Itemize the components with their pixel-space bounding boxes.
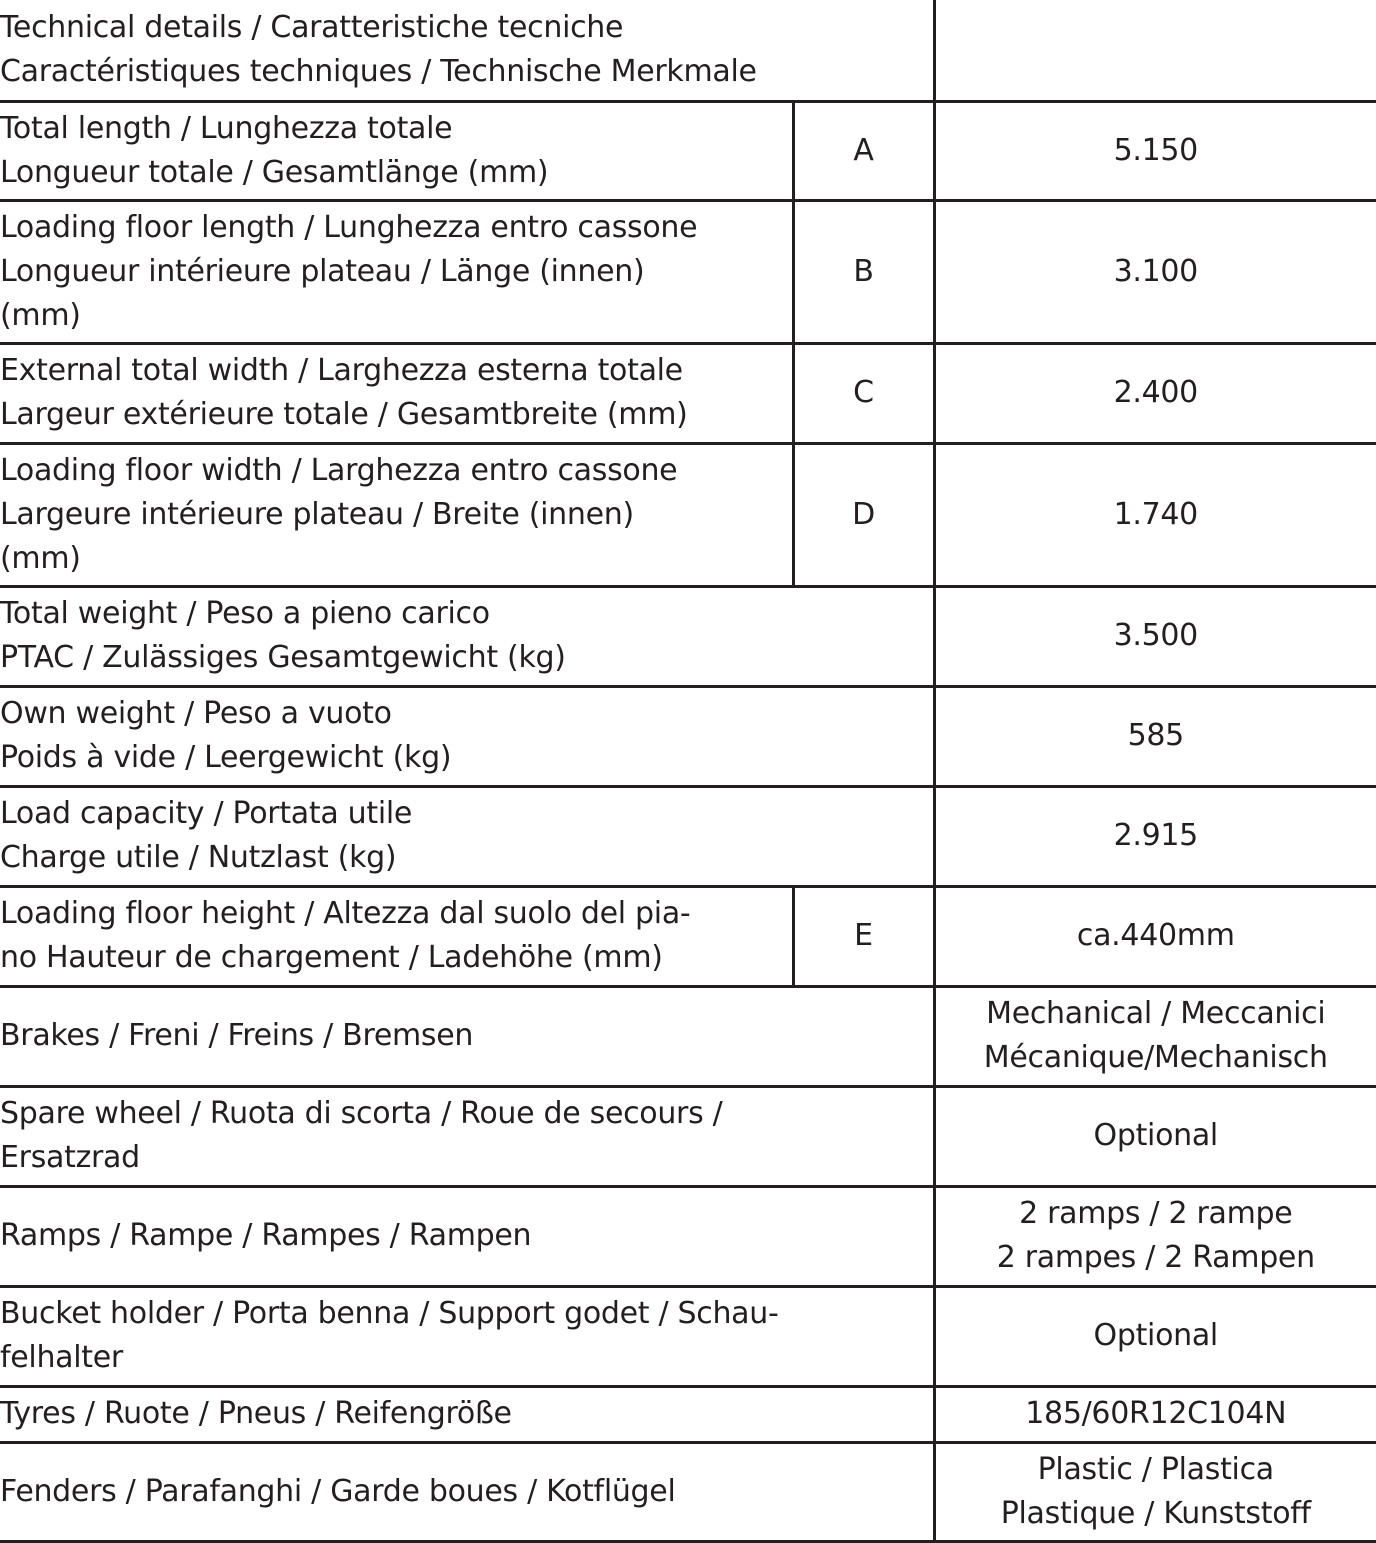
spec-label (0, 1286, 934, 1386)
spec-label-line: Loading floor length / Lunghezza entro cassone (0, 209, 698, 245)
spec-label (0, 343, 793, 443)
spec-label-line: Largeure intérieure plateau / Breite (innen) (0, 496, 634, 532)
spec-label-line: Longueur intérieure plateau / Länge (innen) (0, 253, 645, 289)
spec-label (0, 886, 793, 986)
spec-label-line: Poids à vide / Leergewicht (kg) (0, 740, 452, 775)
spec-value (934, 1386, 1376, 1442)
spec-label (0, 101, 793, 200)
header-title-line: Caractéristiques techniques / Technische Merkmale (0, 53, 757, 89)
spec-label (0, 686, 934, 786)
spec-dimension-code: B (793, 200, 934, 343)
spec-label-line: felhalter (0, 1340, 123, 1375)
spec-label (0, 443, 793, 586)
spec-label (0, 1386, 934, 1442)
header-row (0, 0, 1376, 101)
spec-value-line: 585 (1127, 718, 1184, 753)
spec-label-line: Largeur extérieure totale / Gesamtbreite (mm) (0, 397, 688, 432)
spec-row (0, 686, 1376, 786)
spec-label-line: Fenders / Parafanghi / Garde boues / Kotflügel (0, 1473, 676, 1509)
spec-row (0, 1386, 1376, 1442)
spec-label-line: External total width / Larghezza esterna totale (0, 353, 683, 388)
spec-label (0, 200, 793, 343)
spec-label (0, 1442, 934, 1541)
spec-row (0, 986, 1376, 1086)
spec-label-line: Brakes / Freni / Freins / Bremsen (0, 1018, 474, 1053)
spec-value-line: 2 ramps / 2 rampe (1019, 1196, 1293, 1231)
spec-label-line: Loading floor height / Altezza dal suolo del pia- (0, 896, 691, 931)
spec-value (934, 1442, 1376, 1541)
header-title-line: Technical details / Caratteristiche tecniche (0, 9, 624, 45)
spec-value (934, 200, 1376, 343)
spec-value-line: 2.400 (1113, 375, 1198, 410)
spec-label (0, 786, 934, 886)
spec-row (0, 1286, 1376, 1386)
spec-label-line: Tyres / Ruote / Pneus / Reifengröße (0, 1396, 512, 1431)
spec-label-line: Longueur totale / Gesamtlänge (mm) (0, 154, 549, 190)
spec-value-line: ca.440mm (1076, 918, 1235, 953)
spec-value-line: Plastique / Kunststoff (1000, 1495, 1311, 1531)
spec-label-line: Charge utile / Nutzlast (kg) (0, 840, 397, 875)
spec-row (0, 786, 1376, 886)
spec-value-line: Plastic / Plastica (1037, 1451, 1274, 1487)
spec-value-line: Mécanique/Mechanisch (983, 1040, 1328, 1075)
spec-label-line: Own weight / Peso a vuoto (0, 696, 392, 731)
spec-row (0, 586, 1376, 686)
spec-value-line: 185/60R12C104N (1025, 1396, 1287, 1431)
spec-value-line: 3.500 (1113, 618, 1198, 653)
spec-value (934, 443, 1376, 586)
spec-row (0, 1086, 1376, 1186)
spec-dimension-code: A (793, 101, 934, 200)
spec-value (934, 1086, 1376, 1186)
spec-value (934, 101, 1376, 200)
spec-row (0, 886, 1376, 986)
spec-label-line: Total length / Lunghezza totale (0, 110, 453, 146)
spec-label-line: Total weight / Peso a pieno carico (0, 596, 490, 631)
spec-label-line: no Hauteur de chargement / Ladehöhe (mm) (0, 940, 663, 975)
spec-value-line: Mechanical / Meccanici (986, 996, 1326, 1031)
spec-row (0, 343, 1376, 443)
spec-value (934, 686, 1376, 786)
spec-row (0, 101, 1376, 200)
spec-label-line: Loading floor width / Larghezza entro cassone (0, 452, 678, 488)
spec-value (934, 1286, 1376, 1386)
spec-value-line: 2.915 (1113, 818, 1198, 853)
spec-value (934, 343, 1376, 443)
spec-label-line: Load capacity / Portata utile (0, 796, 413, 831)
spec-label (0, 1086, 934, 1186)
spec-row (0, 443, 1376, 586)
header-value-cell (934, 0, 1376, 101)
spec-value-line: 3.100 (1113, 253, 1198, 289)
spec-label-line: (mm) (0, 297, 81, 333)
spec-value-line: 2 rampes / 2 Rampen (996, 1240, 1315, 1275)
header-title (0, 0, 934, 101)
spec-value (934, 786, 1376, 886)
spec-value-line: 5.150 (1113, 132, 1198, 168)
spec-label (0, 586, 934, 686)
spec-label-line: Ersatzrad (0, 1140, 140, 1175)
spec-value-line: Optional (1093, 1318, 1218, 1353)
spec-row (0, 200, 1376, 343)
spec-value (934, 986, 1376, 1086)
spec-value (934, 886, 1376, 986)
spec-dimension-code: D (793, 443, 934, 586)
spec-label-line: (mm) (0, 540, 81, 576)
spec-label-line: Bucket holder / Porta benna / Support godet / Schau- (0, 1296, 779, 1331)
spec-label (0, 986, 934, 1086)
spec-dimension-code: E (793, 886, 934, 986)
spec-value (934, 586, 1376, 686)
spec-value-line: 1.740 (1113, 496, 1198, 532)
spec-label (0, 1186, 934, 1286)
spec-row (0, 1186, 1376, 1286)
spec-label-line: PTAC / Zulässiges Gesamtgewicht (kg) (0, 640, 566, 675)
spec-value-line: Optional (1093, 1118, 1218, 1153)
spec-label-line: Spare wheel / Ruota di scorta / Roue de secours / (0, 1096, 723, 1131)
spec-row (0, 1442, 1376, 1541)
spec-value (934, 1186, 1376, 1286)
spec-label-line: Ramps / Rampe / Rampes / Rampen (0, 1218, 532, 1253)
spec-dimension-code: C (793, 343, 934, 443)
